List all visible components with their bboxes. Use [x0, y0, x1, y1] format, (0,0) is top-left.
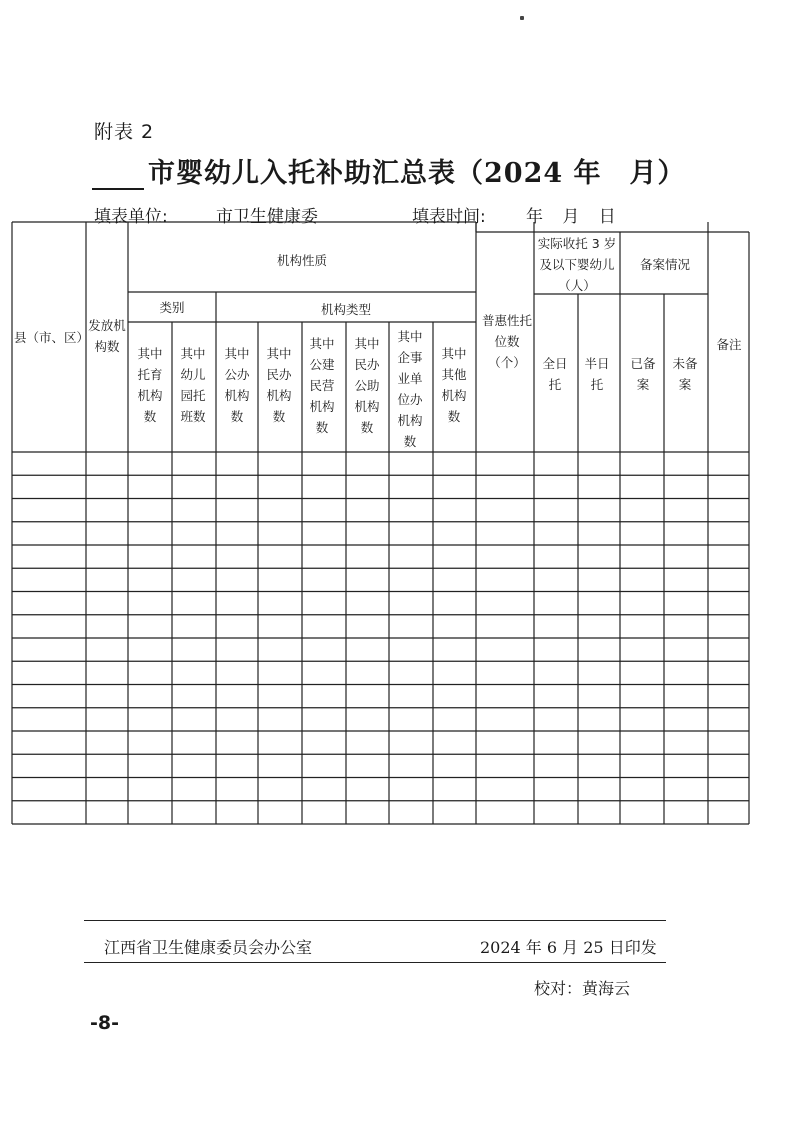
- header-registered: 已备案: [630, 356, 656, 392]
- header-public-built-private-run: 其中公建民营机构数: [309, 335, 335, 435]
- fill-time-label: 填表时间:: [412, 207, 486, 227]
- header-private-public-aided: 其中民办公助机构数: [354, 335, 380, 435]
- header-kindergarten-classes: 其中幼儿园托班数: [180, 346, 206, 424]
- header-private-institutions: 其中民办机构数: [266, 346, 292, 424]
- header-remarks: 备注: [716, 336, 742, 352]
- fill-unit-label: 填表单位:: [94, 207, 168, 227]
- footer-date: 2024 年 6 月 25 日印发: [480, 938, 657, 957]
- header-other-institutions: 其中其他机构数: [441, 346, 467, 424]
- header-issuing-institutions: 发放机构数: [88, 318, 126, 354]
- fill-unit-value: 市卫生健康委: [216, 207, 318, 227]
- footer-office: 江西省卫生健康委员会办公室: [104, 938, 313, 957]
- header-unregistered: 未备案: [672, 356, 698, 392]
- footer-bottom-rule: [84, 962, 666, 963]
- footer-proofreader: 校对：黄海云: [534, 979, 631, 998]
- header-inclusive-places: 普惠性托位数（个）: [482, 312, 533, 370]
- page-number: -8-: [90, 1012, 119, 1034]
- title-row: [92, 152, 686, 190]
- header-institution-nature: 机构性质: [276, 252, 327, 268]
- header-full-day: 全日托: [542, 356, 568, 392]
- header-actual-enrolled: 实际收托 3 岁及以下婴幼儿（人）: [537, 235, 617, 293]
- page-title: 市婴幼儿入托补助汇总表（2024 年 月）: [148, 158, 686, 189]
- header-half-day: 半日托: [584, 356, 610, 392]
- fill-time-value: 年 月 日: [526, 207, 616, 227]
- header-public-institutions: 其中公办机构数: [224, 346, 250, 424]
- header-county: 县（市、区）: [14, 329, 90, 345]
- footer-top-rule: [84, 920, 666, 921]
- title-blank-line: [92, 160, 144, 190]
- header-childcare-institutions: 其中托育机构数: [137, 346, 163, 424]
- header-category: 类别: [159, 299, 185, 315]
- attachment-label: 附表 2: [94, 121, 155, 143]
- header-institution-type: 机构类型: [320, 301, 371, 317]
- header-registration-status: 备案情况: [639, 256, 690, 272]
- header-enterprise-institutions: 其中企事业单位办机构数: [397, 329, 423, 449]
- scan-speck: [520, 16, 524, 20]
